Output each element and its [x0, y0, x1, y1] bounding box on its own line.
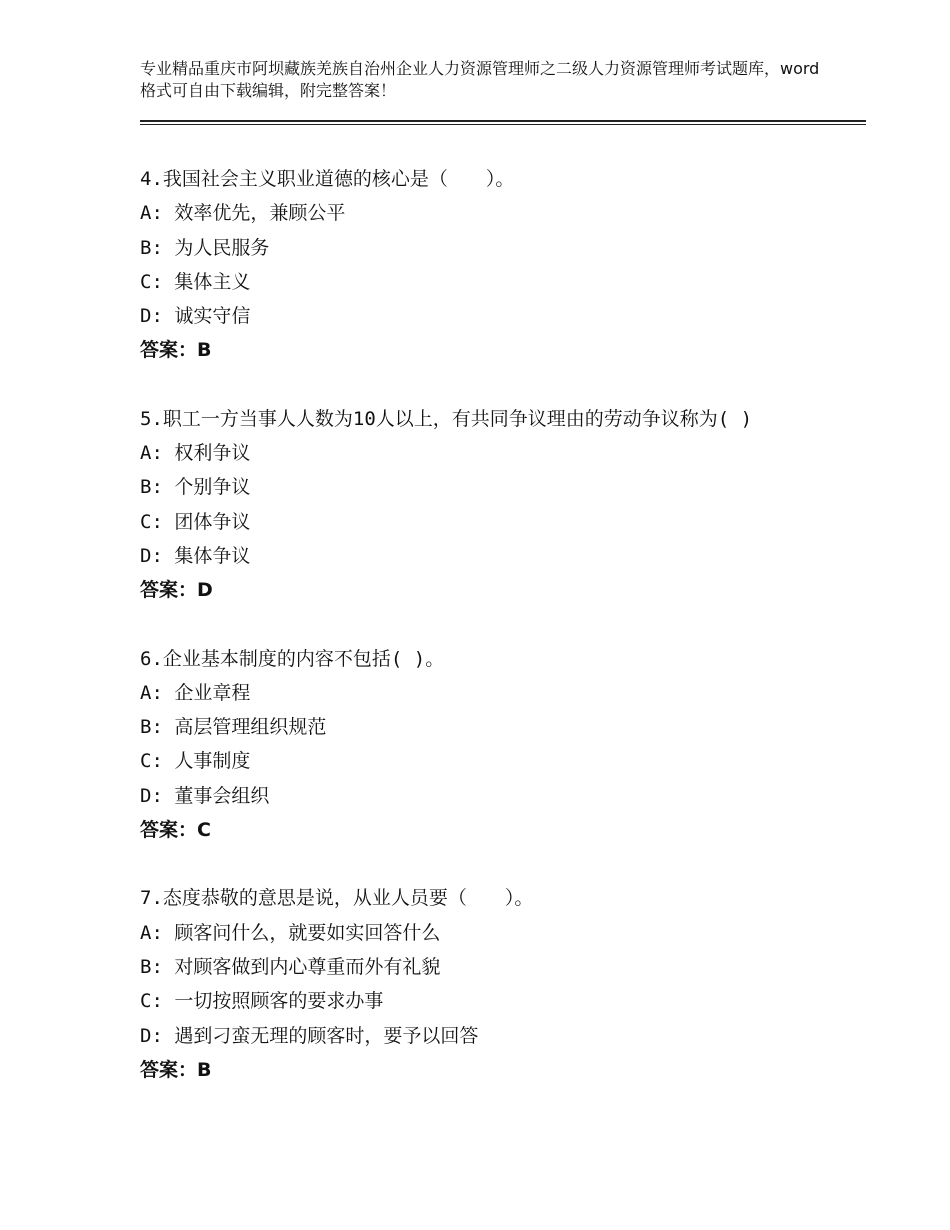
option-d: D: 集体争议: [140, 544, 251, 567]
option-a: A: 顾客问什么，就要如实回答什么: [140, 921, 441, 944]
question-stem: 6.企业基本制度的内容不包括( )。: [140, 647, 445, 670]
option-c: C: 一切按照顾客的要求办事: [140, 990, 384, 1013]
question-stem: 4.我国社会主义职业道德的核心是（ ）。: [140, 168, 515, 190]
question-stem: 7.态度恭敬的意思是说，从业人员要（ ）。: [140, 887, 534, 910]
answer-label: 答案：B: [140, 339, 212, 362]
question-list: [140, 162, 840, 1121]
option-b: B: 个别争议: [140, 476, 251, 499]
option-a: A: 企业章程: [140, 681, 251, 704]
header-rule-thick: [140, 120, 866, 122]
answer-label: 答案：B: [140, 1058, 212, 1081]
option-b: B: 为人民服务: [140, 236, 270, 259]
question-4: [140, 162, 840, 368]
option-b: B: 高层管理组织规范: [140, 716, 327, 739]
option-d: D: 遇到刁蛮无理的顾客时，要予以回答: [140, 1024, 479, 1047]
option-a: A: 权利争议: [140, 442, 251, 465]
question-5: [140, 402, 840, 608]
option-d: D: 董事会组织: [140, 784, 270, 807]
option-d: D: 诚实守信: [140, 305, 251, 328]
answer-label: 答案：C: [140, 819, 211, 842]
answer-label: 答案：D: [140, 579, 213, 602]
option-c: C: 人事制度: [140, 750, 251, 773]
option-b: B: 对顾客做到内心尊重而外有礼貌: [140, 955, 441, 978]
option-c: C: 集体主义: [140, 270, 251, 293]
question-7: [140, 881, 840, 1087]
question-6: [140, 642, 840, 848]
document-header: 专业精品重庆市阿坝藏族羌族自治州企业人力资源管理师之二级人力资源管理师考试题库，word格式可自由下载编辑，附完整答案！: [140, 59, 820, 100]
header-rule-thin: [140, 124, 866, 125]
option-c: C: 团体争议: [140, 510, 251, 533]
question-stem: 5.职工一方当事人人数为10人以上，有共同争议理由的劳动争议称为( ): [140, 407, 753, 430]
option-a: A: 效率优先，兼顾公平: [140, 202, 346, 225]
